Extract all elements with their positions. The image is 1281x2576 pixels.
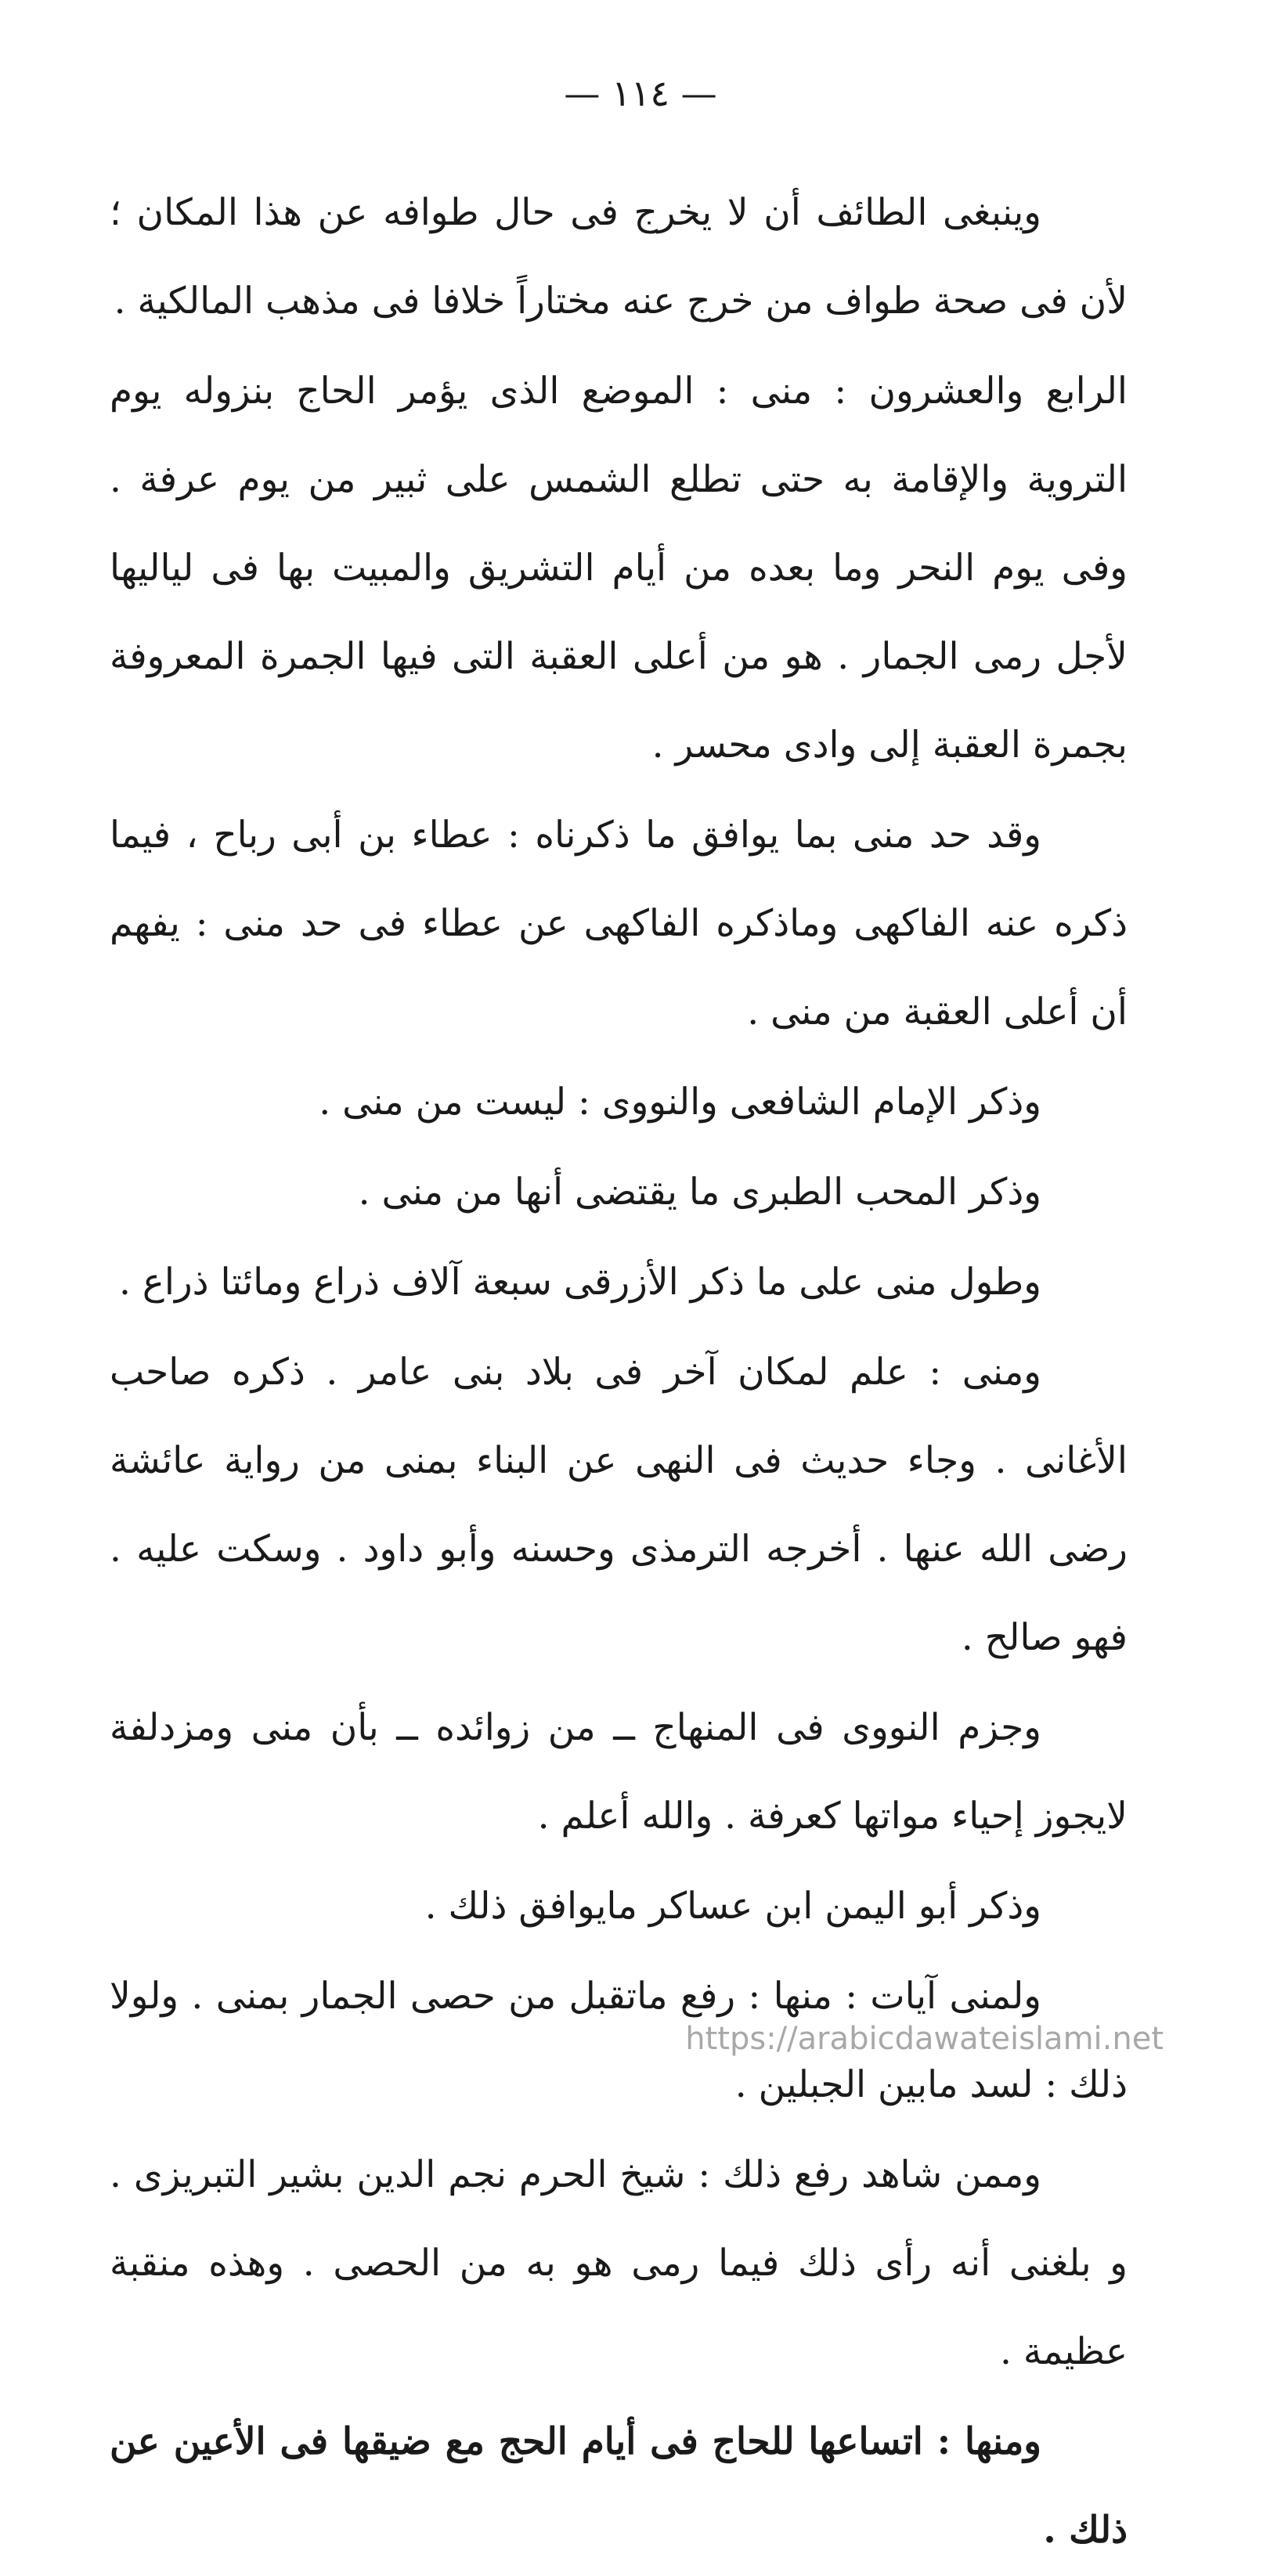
paragraph: وذكر أبو اليمن ابن عساكر مايوافق ذلك .	[424, 1885, 1041, 1928]
paragraph: الرابع والعشرون : منى : الموضع الذى يؤمر الحاج بنزوله يوم التروية والإقامة به حتى تطلع الشمس على ثبير من يوم عرفة . وفى يوم النحر وما بعده من أيام التشريق والمبيت بها فى لياليها لأجل رمى الجمار . هو من أعلى العقبة التى فيها الجمرة المعروفة بجمرة العقبة إلى وادى محسر .	[110, 370, 1128, 767]
watermark-url: https://arabicdawateislami.net	[685, 2021, 1164, 2057]
paragraph: وطول منى على ما ذكر الأزرقى سبعة آلاف ذراع ومائتا ذراع .	[118, 1261, 1041, 1304]
page-number: — ١١٤ —	[564, 72, 717, 114]
paragraph: وجزم النووى فى المنهاج ــ من زوائده ــ بأن منى ومزدلفة لايجوز إحياء مواتها كعرفة . والله أعلم .	[110, 1706, 1128, 1838]
paragraph: ومنها : اتساعها للحاج فى أيام الحج مع ضيقها فى الأعين عن ذلك .	[110, 2420, 1128, 2552]
paragraph: وقد حد منى بما يوافق ما ذكرناه : عطاء بن أبى رباح ، فيما ذكره عنه الفاكهى وماذكره الفاكهى عن عطاء فى حد منى : يفهم أن أعلى العقبة من منى .	[110, 814, 1128, 1034]
paragraph: وذكر الإمام الشافعى والنووى : ليست من منى .	[319, 1081, 1041, 1124]
paragraph: ولمنى آيات : منها : رفع ماتقبل من حصى الجمار بمنى . ولولا ذلك : لسد مابين الجبلين .	[110, 1975, 1128, 2106]
paragraph: وينبغى الطائف أن لا يخرج فى حال طوافه عن هذا المكان ؛ لأن فى صحة طواف من خرج عنه مختاراً خلافا فى مذهب المالكية .	[110, 191, 1128, 323]
paragraph: ومنى : علم لمكان آخر فى بلاد بنى عامر . ذكره صاحب الأغانى . وجاء حديث فى النهى عن البناء بمنى من رواية عائشة رضى الله عنها . أخرجه الترمذى وحسنه وأبو داود . وسكت عليه . فهو صالح .	[110, 1351, 1128, 1659]
document-body	[110, 168, 1128, 2576]
paragraph: وذكر المحب الطبرى ما يقتضى أنها من منى .	[358, 1171, 1041, 1214]
paragraph: وممن شاهد رفع ذلك : شيخ الحرم نجم الدين بشير التبريزى . و بلغنى أنه رأى ذلك فيما رمى هو به من الحصى . وهذه منقبة عظيمة .	[110, 2153, 1128, 2373]
